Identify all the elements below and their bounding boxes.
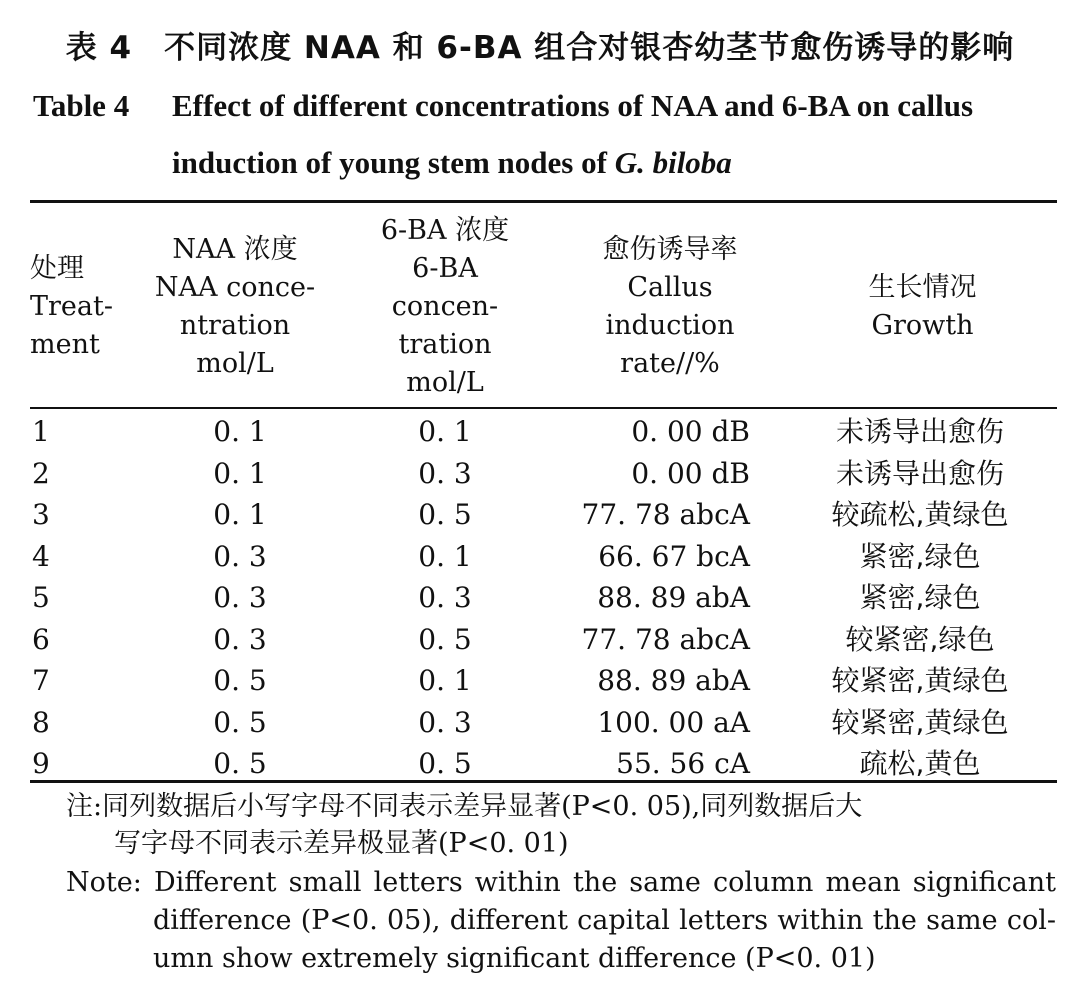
cell-induction-rate: 88. 89 abA [597,664,750,697]
cell-naa: 0. 5 [213,705,267,739]
cell-growth: 未诱导出愈伤 [835,456,1004,490]
table-title-english-line1 [33,88,1058,124]
header-6ba-concentration [345,212,545,402]
table-title-english-line2 [172,145,1080,181]
cell-induction-rate: 0. 00 dB [631,415,750,448]
header-line: 6-BA [412,253,478,284]
cell-growth: 紧密,绿色 [859,581,981,614]
cell-naa: 0. 1 [213,415,267,448]
cell-6ba: 0. 3 [418,705,472,739]
table-row [30,743,1057,785]
header-treatment [30,212,113,402]
cell-growth: 紧密,绿色 [859,539,981,573]
cell-treatment: 4 [32,539,50,573]
cell-induction-rate: 77. 78 abcA [581,498,750,531]
cell-induction-rate: 0. 00 dB [631,456,750,490]
cell-6ba: 0. 3 [418,581,472,614]
header-line: mol/L [406,367,484,398]
cell-naa: 0. 3 [213,622,267,656]
cell-treatment: 2 [32,456,50,490]
cell-treatment: 6 [32,622,50,656]
header-line: Growth [871,310,974,341]
cell-naa: 0. 5 [213,664,267,697]
header-line: 愈伤诱导率 [602,234,738,265]
cell-6ba: 0. 1 [418,664,472,697]
note-english-line3: umn show extremely significant difference (P<0. 01) [153,943,876,974]
cell-6ba: 0. 5 [418,747,472,780]
header-line: concen- [391,291,499,322]
note-chinese-line1: 注:同列数据后小写字母不同表示差异显著(P<0. 05),同列数据后大 [66,791,863,822]
header-line: ment [30,329,100,360]
note-english-line1: Note: Different small letters within the same column mean significant [66,867,1056,898]
cell-induction-rate: 55. 56 cA [616,747,750,780]
table-row [30,577,1057,619]
cell-6ba: 0. 3 [418,456,472,490]
title-en-text-2: induction of young stem nodes of [172,145,615,180]
cell-induction-rate: 100. 00 aA [597,705,750,739]
cell-growth: 较紧密,黄绿色 [831,705,1009,739]
cell-induction-rate: 88. 89 abA [597,581,750,614]
header-line: 处理 [30,253,84,284]
cell-6ba: 0. 5 [418,498,472,531]
note-chinese-line2: 写字母不同表示差异极显著(P<0. 01) [114,828,569,859]
cell-treatment: 8 [32,705,50,739]
cell-naa: 0. 1 [213,498,267,531]
cell-induction-rate: 77. 78 abcA [581,622,750,656]
table-body [30,411,1057,785]
header-line: rate//% [620,348,720,379]
table-row [30,494,1057,536]
table-top-rule [30,200,1057,203]
header-line: 生长情况 [868,272,977,303]
header-line: tration [398,329,492,360]
title-en-text-1: Effect of different concentrations of NAA and 6-BA on callus [172,88,974,123]
cell-treatment: 1 [32,415,50,448]
table-row [30,619,1057,661]
header-line: 6-BA 浓度 [380,215,510,246]
header-line: Treat- [30,291,113,322]
table-row [30,660,1057,702]
cell-naa: 0. 5 [213,747,267,780]
cell-treatment: 3 [32,498,50,531]
cell-treatment: 9 [32,747,50,780]
header-callus-induction-rate [565,212,775,402]
cell-growth: 未诱导出愈伤 [835,415,1004,448]
header-line: ntration [179,310,291,341]
cell-naa: 0. 1 [213,456,267,490]
header-growth [810,212,1035,402]
cell-6ba: 0. 1 [418,415,472,448]
cell-naa: 0. 3 [213,539,267,573]
cell-induction-rate: 66. 67 bcA [598,539,750,573]
cell-growth: 疏松,黄色 [859,747,981,780]
cell-growth: 较紧密,黄绿色 [831,664,1009,697]
header-line: mol/L [196,348,274,379]
cell-naa: 0. 3 [213,581,267,614]
table-row [30,411,1057,453]
table-row [30,453,1057,495]
cell-growth: 较紧密,绿色 [845,622,995,656]
cell-growth: 较疏松,黄绿色 [831,498,1009,531]
cell-treatment: 5 [32,581,50,614]
table-bottom-rule [30,780,1057,783]
cell-treatment: 7 [32,664,50,697]
note-english-line2: difference (P<0. 05), different capital letters within the same col- [153,905,1056,936]
table-number: Table 4 [33,88,130,123]
species-name: G. biloba [614,145,732,180]
table-row [30,702,1057,744]
header-line: NAA conce- [154,272,316,303]
table-title-chinese: 表 4 不同浓度 NAA 和 6-BA 组合对银杏幼茎节愈伤诱导的影响 [65,30,1015,66]
cell-6ba: 0. 1 [418,539,472,573]
header-line: Callus [627,272,713,303]
header-line: induction [605,310,735,341]
table-header-rule [30,407,1057,409]
table-row [30,536,1057,578]
cell-6ba: 0. 5 [418,622,472,656]
header-naa-concentration [140,212,330,402]
header-line: NAA 浓度 [172,234,298,265]
